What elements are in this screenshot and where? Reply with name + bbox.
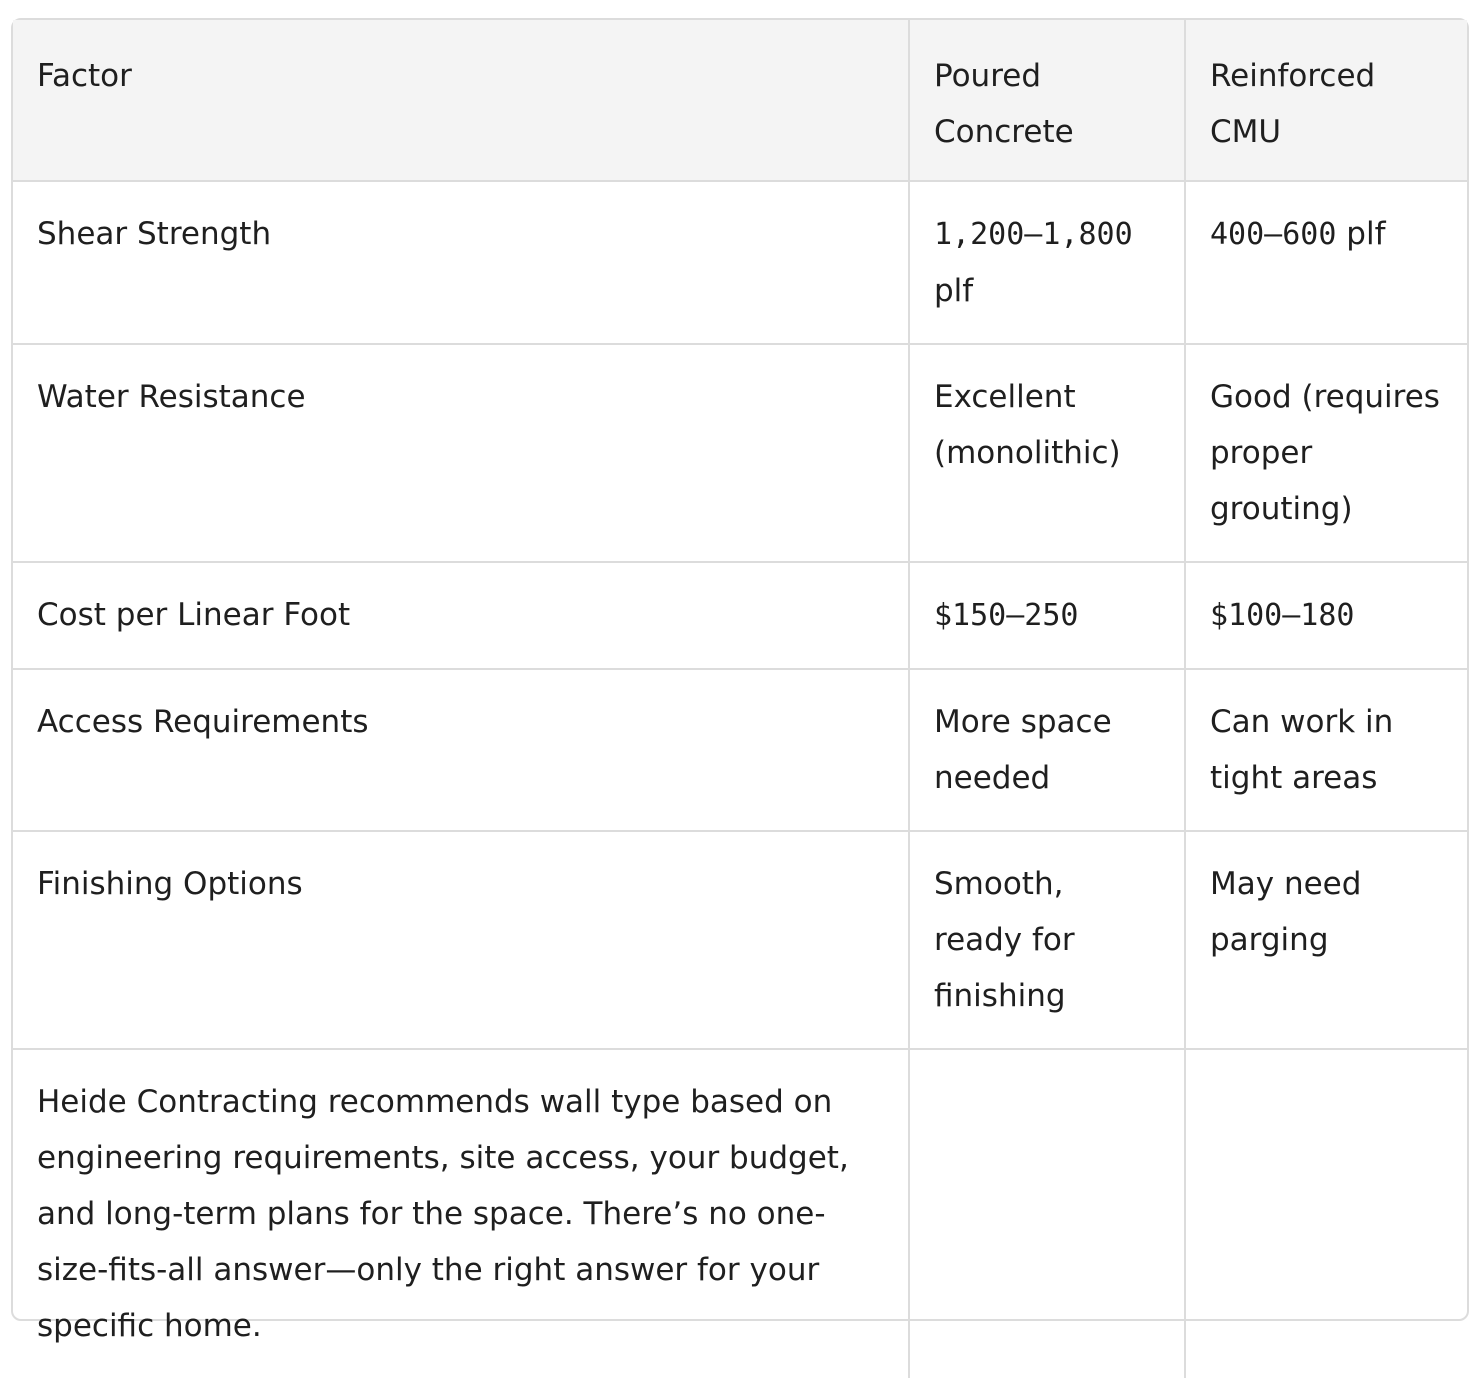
- header-poured-concrete-label: Poured Concrete: [934, 58, 1074, 150]
- table-row: [13, 831, 1467, 1049]
- cell-cmu: Good (requires proper grouting): [1185, 344, 1467, 562]
- table-row: [13, 1049, 1467, 1378]
- cell-poured: [909, 181, 1185, 344]
- comparison-table-container: [11, 18, 1469, 1344]
- cell-cmu: Can work in tight areas: [1185, 669, 1467, 831]
- header-factor: Factor: [13, 20, 909, 181]
- cell-cmu: [1185, 562, 1467, 669]
- table-header-row: [13, 20, 1467, 181]
- cell-factor: Cost per Linear Foot: [13, 562, 909, 669]
- cell-poured: Smooth, ready for finishing: [909, 831, 1185, 1049]
- cell-cmu-value: 400–600: [1210, 217, 1337, 252]
- comparison-table: [13, 20, 1467, 1378]
- cell-poured-value: 1,200–1,800: [934, 217, 1133, 252]
- cell-poured: [909, 562, 1185, 669]
- cell-factor: Finishing Options: [13, 831, 909, 1049]
- cell-cmu: [1185, 1049, 1467, 1378]
- cell-cmu-value: $100–180: [1210, 598, 1355, 633]
- cell-poured: More space needed: [909, 669, 1185, 831]
- cell-poured-value: $150–250: [934, 598, 1079, 633]
- cell-factor: Shear Strength: [13, 181, 909, 344]
- cell-factor: Access Requirements: [13, 669, 909, 831]
- cell-poured-unit: plf: [934, 273, 974, 309]
- cell-cmu: [1185, 181, 1467, 344]
- header-reinforced-cmu-label: Reinforced CMU: [1210, 58, 1376, 150]
- header-poured-concrete: [909, 20, 1185, 181]
- table-row: [13, 562, 1467, 669]
- table-row: [13, 181, 1467, 344]
- header-reinforced-cmu: [1185, 20, 1467, 181]
- table-row: [13, 669, 1467, 831]
- cell-cmu-unit: plf: [1336, 216, 1386, 252]
- table-row: [13, 344, 1467, 562]
- cell-recommendation-note: Heide Contracting recommends wall type based on engineering requirements, site access, your budget, and long-term plans for the space. There’s no one-size-fits-all answer—only the right answer for your specific home.: [13, 1049, 909, 1378]
- cell-poured: [909, 1049, 1185, 1378]
- cell-poured: Excellent (monolithic): [909, 344, 1185, 562]
- cell-cmu: May need parging: [1185, 831, 1467, 1049]
- cell-factor: Water Resistance: [13, 344, 909, 562]
